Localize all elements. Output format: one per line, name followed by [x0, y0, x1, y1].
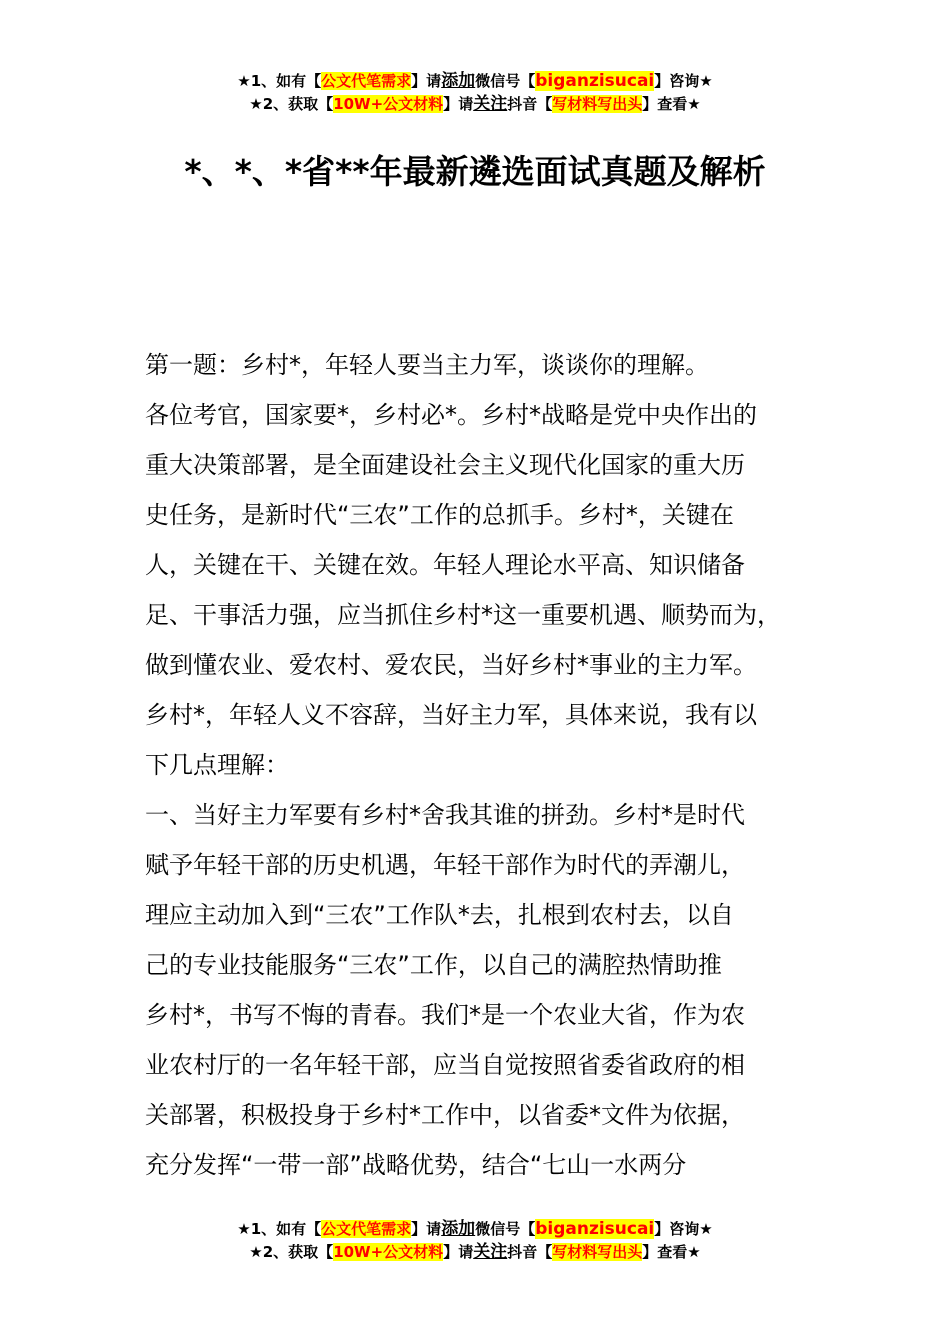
- body-line: 关部署，积极投身于乡村*工作中，以省委*文件为依据，: [145, 1101, 745, 1129]
- banner-text: 微信号【: [475, 72, 536, 90]
- body-line: 各位考官，国家要*，乡村必*。乡村*战略是党中央作出的: [145, 401, 757, 429]
- banner-text: 】咨询★: [654, 72, 713, 90]
- banner-text: 】查看★: [642, 95, 701, 113]
- document-title: *、*、*省**年最新遴选面试真题及解析: [184, 152, 766, 191]
- banner-highlight: 公文代笔需求: [321, 72, 412, 90]
- banner-emphasis: 添加: [441, 71, 476, 91]
- banner-emphasis: 关注: [473, 1242, 508, 1262]
- banner-text: 微信号【: [475, 1220, 536, 1238]
- banner-text: 】请: [443, 95, 474, 113]
- banner-emphasis: 添加: [441, 1219, 476, 1239]
- body-line: 一、当好主力军要有乡村*舍我其谁的拼劲。乡村*是时代: [145, 801, 745, 829]
- body-line: 业农村厅的一名年轻干部，应当自觉按照省委省政府的相: [145, 1051, 745, 1079]
- body-line: 重大决策部署，是全面建设社会主义现代化国家的重大历: [145, 451, 745, 479]
- banner-highlight: 10W+公文材料: [333, 1243, 444, 1261]
- body-line: 乡村*，书写不悔的青春。我们*是一个农业大省，作为农: [145, 1001, 745, 1029]
- top-ad-banner: [0, 70, 950, 116]
- banner-line-2: [0, 93, 950, 116]
- body-line: 史任务，是新时代“三农”工作的总抓手。乡村*，关键在: [145, 501, 734, 529]
- body-line: 己的专业技能服务“三农”工作，以自己的满腔热情助推: [145, 951, 722, 979]
- banner-line-2: [0, 1241, 950, 1264]
- body-line: 人，关键在干、关键在效。年轻人理论水平高、知识储备: [145, 551, 745, 579]
- banner-text: 抖音【: [507, 1243, 553, 1261]
- body-line: 赋予年轻干部的历史机遇，年轻干部作为时代的弄潮儿，: [145, 851, 745, 879]
- banner-text: 抖音【: [507, 95, 553, 113]
- banner-highlight: 写材料写出头: [552, 1243, 643, 1261]
- banner-highlight: 10W+公文材料: [333, 95, 444, 113]
- banner-text: ★2、获取【: [249, 1243, 334, 1261]
- banner-text: 】查看★: [642, 1243, 701, 1261]
- banner-text: 】咨询★: [654, 1220, 713, 1238]
- body-line: 理应主动加入到“三农”工作队*去，扎根到农村去，以自: [145, 901, 734, 929]
- banner-text: ★2、获取【: [249, 95, 334, 113]
- body-line: 足、干事活力强，应当抓住乡村*这一重要机遇、顺势而为，: [145, 601, 781, 629]
- body-line: 第一题：乡村*，年轻人要当主力军，谈谈你的理解。: [145, 351, 709, 379]
- banner-text: 】请: [411, 72, 442, 90]
- banner-text: ★1、如有【: [237, 72, 322, 90]
- banner-text: ★1、如有【: [237, 1220, 322, 1238]
- document-body: [145, 340, 835, 1190]
- banner-line-1: [0, 1218, 950, 1241]
- body-line: 做到懂农业、爱农村、爱农民，当好乡村*事业的主力军。: [145, 651, 757, 679]
- body-line: 乡村*，年轻人义不容辞，当好主力军，具体来说，我有以: [145, 701, 757, 729]
- body-line: 充分发挥“一带一部”战略优势，结合“七山一水两分: [145, 1151, 687, 1179]
- body-line: 下几点理解：: [145, 751, 289, 779]
- banner-highlight: 公文代笔需求: [321, 1220, 412, 1238]
- banner-emphasis: 关注: [473, 94, 508, 114]
- banner-line-1: [0, 70, 950, 93]
- bottom-ad-banner: [0, 1218, 950, 1264]
- banner-highlight: 写材料写出头: [552, 95, 643, 113]
- banner-text: 】请: [411, 1220, 442, 1238]
- banner-wechat-id: biganzisucai: [535, 1219, 655, 1239]
- banner-wechat-id: biganzisucai: [535, 71, 655, 91]
- banner-text: 】请: [443, 1243, 474, 1261]
